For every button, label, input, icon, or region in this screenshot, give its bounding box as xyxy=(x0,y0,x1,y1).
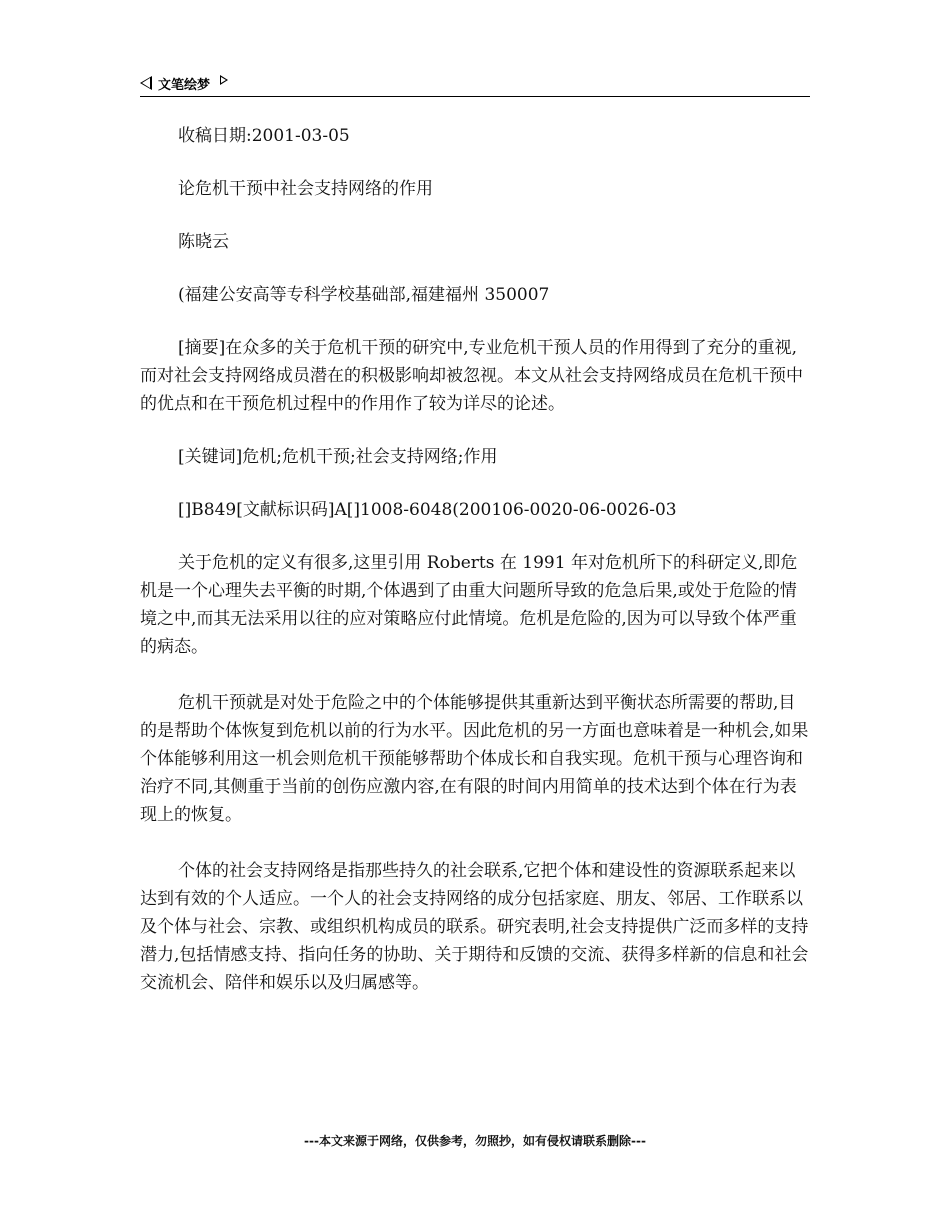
author-name: 陈晓云 xyxy=(178,232,229,252)
author-affiliation: (福建公安高等专科学校基础部,福建福州 350007 xyxy=(178,285,550,305)
body-paragraph: 关于危机的定义有很多,这里引用 Roberts 在 1991 年对危机所下的科研定义,即危机是一个心理失去平衡的时期,个体遇到了由重大问题所导致的危急后果,或处于危险的情境之中,而其无法采用以往的应对策略应付此情境。危机是危险的,因为可以导致个体严重的病态。 xyxy=(140,553,798,657)
article-title: 论危机干预中社会支持网络的作用 xyxy=(178,179,433,199)
keywords: [关键词]危机;危机干预;社会支持网络;作用 xyxy=(178,447,498,467)
article-body xyxy=(140,122,812,1025)
footer-notice: ---本文来源于网络，仅供参考，勿照抄，如有侵权请联系删除--- xyxy=(304,1134,646,1148)
triangle-right-icon xyxy=(220,75,228,85)
body-paragraph: 危机干预就是对处于危险之中的个体能够提供其重新达到平衡状态所需要的帮助,目的是帮助个体恢复到危机以前的行为水平。因此危机的另一方面也意味着是一种机会,如果个体能够利用这一机会则危机干预能够帮助个体成长和自我实现。危机干预与心理咨询和治疗不同,其侧重于当前的创伤应激内容,在有限的时间内用简单的技术达到个体在行为表现上的恢复。 xyxy=(140,693,809,825)
header-brand: 文笔绘梦 xyxy=(158,77,211,93)
page-header xyxy=(140,70,810,97)
received-date: 收稿日期:2001-03-05 xyxy=(178,126,350,146)
triangle-left-icon xyxy=(140,76,152,90)
body-paragraph: 个体的社会支持网络是指那些持久的社会联系,它把个体和建设性的资源联系起来以达到有效的个人适应。一个人的社会支持网络的成分包括家庭、朋友、邻居、工作联系以及个体与社会、宗教、或组织机构成员的联系。研究表明,社会支持提供广泛而多样的支持潜力,包括情感支持、指向任务的协助、关于期待和反馈的交流、获得多样新的信息和社会交流机会、陪伴和娱乐以及归属感等。 xyxy=(140,861,809,993)
classification-codes: []B849[文献标识码]A[]1008-6048(200106-0020-06-0026-03 xyxy=(178,500,677,520)
abstract: [摘要]在众多的关于危机干预的研究中,专业危机干预人员的作用得到了充分的重视,而对社会支持网络成员潜在的积极影响却被忽视。本文从社会支持网络成员在危机干预中的优点和在干预危机过程中的作用作了较为详尽的论述。 xyxy=(140,338,803,414)
